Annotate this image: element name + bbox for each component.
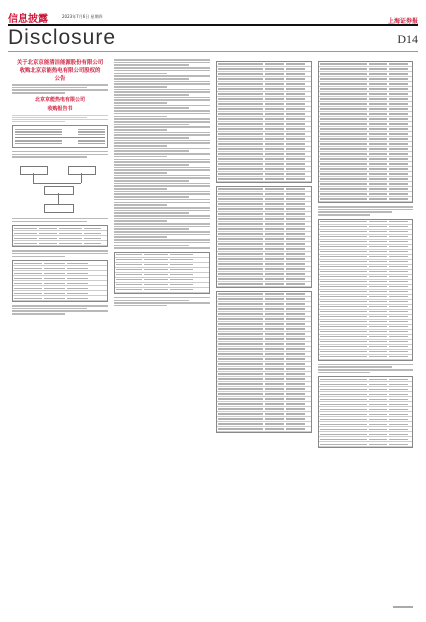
text-line [114, 62, 210, 64]
text-line [114, 99, 210, 101]
org-chart [12, 162, 108, 214]
subheadline-line-1: 北京京能热电有限公司 [34, 96, 85, 103]
text-line [114, 97, 210, 99]
balance-sheet-table [216, 61, 312, 183]
text-line [114, 172, 167, 174]
text-line [12, 218, 108, 220]
text-line [114, 153, 210, 155]
section-title: Disclosure [8, 26, 117, 49]
text-line [114, 210, 210, 212]
column-4 [318, 58, 413, 608]
text-line [12, 151, 108, 153]
chart-node [20, 166, 48, 175]
page-number: D14 [397, 32, 418, 46]
text-line [114, 220, 167, 222]
text-line [318, 211, 392, 213]
text-line [114, 183, 210, 185]
text-line [12, 119, 108, 120]
text-line [114, 161, 210, 163]
text-line [114, 150, 189, 152]
chart-node [68, 166, 96, 175]
text-line [12, 313, 65, 315]
text-line [114, 102, 167, 104]
text-line [114, 129, 167, 131]
text-line [114, 148, 210, 150]
text-line [114, 180, 189, 182]
text-line [114, 191, 210, 193]
text-line [318, 372, 370, 374]
chart-node [44, 186, 74, 195]
text-line [114, 75, 210, 77]
text-line [12, 89, 108, 91]
text-line [114, 121, 210, 123]
income-statement-table [216, 186, 312, 288]
text-line [114, 302, 210, 304]
text-line [12, 250, 108, 252]
text-line [114, 110, 210, 112]
text-line [12, 117, 87, 118]
chart-link [33, 173, 34, 183]
text-line [114, 89, 210, 91]
text-line [114, 142, 210, 144]
text-line [114, 116, 167, 118]
text-line [114, 212, 189, 214]
text-line [318, 206, 413, 208]
page-footer-mark [393, 606, 413, 608]
column-2 [114, 58, 210, 608]
text-line [114, 105, 210, 107]
info-box [12, 125, 108, 148]
text-line [114, 185, 210, 187]
text-line [114, 228, 189, 230]
text-line [114, 137, 189, 139]
column-1 [12, 58, 108, 608]
text-line [318, 214, 370, 216]
text-line [114, 86, 167, 88]
text-line [114, 207, 210, 209]
text-line [114, 59, 210, 61]
text-line [114, 145, 167, 147]
text-line [12, 121, 65, 122]
text-line [114, 107, 189, 109]
text-line [114, 234, 210, 236]
text-line [12, 87, 87, 89]
header-rule-secondary [8, 51, 418, 52]
text-line [114, 223, 210, 225]
subheadline-line-2: 收购报告书 [47, 105, 73, 112]
newspaper-name: 上海证券报 [387, 18, 418, 25]
shareholding-table [12, 225, 108, 247]
headline-line-1: 关于北京京能清洁能源股份有限公司 [16, 60, 104, 66]
text-line [114, 91, 210, 93]
statement-table [318, 61, 413, 203]
column-3 [216, 58, 312, 608]
text-line [12, 92, 65, 94]
text-line [114, 118, 210, 120]
text-line [114, 94, 189, 96]
text-line [114, 239, 210, 241]
text-line [114, 70, 210, 72]
text-line [114, 188, 167, 190]
text-line [114, 159, 210, 161]
text-line [12, 305, 108, 307]
issue-date: 2023年7月6日 星期四 [62, 14, 103, 19]
text-line [114, 196, 189, 198]
text-line [114, 113, 210, 115]
statement-table [318, 376, 413, 448]
text-line [114, 247, 210, 249]
chart-link [58, 193, 59, 204]
text-line [12, 84, 108, 86]
text-line [114, 64, 189, 66]
text-line [114, 193, 210, 195]
text-line [114, 73, 167, 75]
text-line [114, 177, 210, 179]
text-line [114, 169, 210, 171]
text-line [114, 215, 210, 217]
text-line [114, 231, 210, 233]
text-line [12, 221, 87, 223]
text-line [114, 167, 210, 169]
text-line [114, 124, 189, 126]
text-line [114, 226, 210, 228]
text-line [114, 218, 210, 220]
financial-table [114, 252, 210, 294]
text-line [114, 297, 210, 299]
page-header [8, 6, 418, 50]
text-line [12, 308, 87, 310]
text-line [114, 305, 167, 307]
text-line [318, 369, 413, 371]
text-line [114, 164, 189, 166]
cash-flow-table [216, 291, 312, 433]
text-line [114, 199, 210, 201]
text-line [114, 132, 210, 134]
text-line [114, 242, 210, 244]
text-line [114, 300, 189, 302]
text-line [114, 83, 210, 85]
text-line [12, 256, 65, 258]
text-line [114, 156, 167, 158]
page-content [12, 58, 413, 608]
brand-logo: 信息披露 [8, 14, 48, 25]
text-line [114, 134, 210, 136]
text-line [318, 209, 413, 211]
text-line [12, 154, 108, 156]
text-line [318, 364, 413, 366]
text-line [114, 81, 210, 83]
text-line [12, 253, 108, 255]
text-line [318, 366, 392, 368]
statement-table [318, 219, 413, 361]
text-line [114, 245, 189, 247]
text-line [114, 204, 167, 206]
financial-table [12, 260, 108, 302]
text-line [114, 78, 189, 80]
text-line [114, 236, 167, 238]
chart-node [44, 204, 74, 213]
headline-line-2: 收购北京京能热电有限公司股权的 [19, 68, 101, 74]
text-line [12, 115, 108, 116]
text-line [114, 140, 210, 142]
text-line [114, 175, 210, 177]
chart-link [81, 173, 82, 183]
text-line [12, 156, 87, 158]
text-line [12, 310, 108, 312]
text-line [114, 126, 210, 128]
chart-link [33, 183, 81, 184]
headline-line-3: 公告 [54, 76, 66, 82]
text-line [114, 202, 210, 204]
text-line [114, 67, 210, 69]
